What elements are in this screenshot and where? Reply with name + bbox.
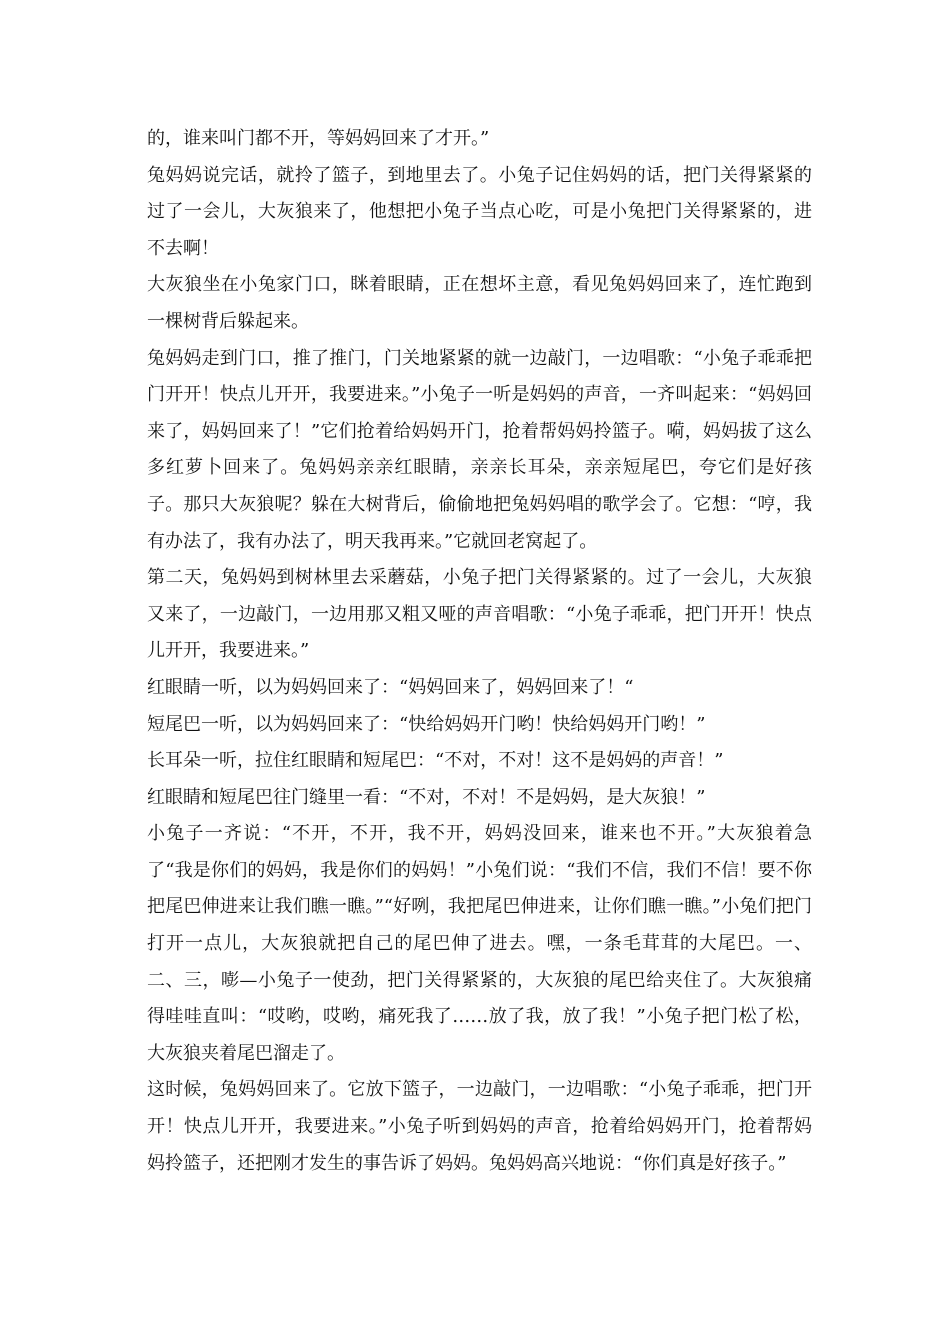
- paragraph-9: 红眼睛和短尾巴往门缝里一看：“不对，不对！不是妈妈，是大灰狼！”: [147, 786, 706, 808]
- paragraph-6: 红眼睛一听，以为妈妈回来了：“妈妈回来了，妈妈回来了！“: [147, 676, 634, 698]
- paragraph-11: 这时候，兔妈妈回来了。它放下篮子，一边敲门，一边唱歌：“小兔子乖乖，把门开开！快点儿开开，我要进来。”小兔子听到妈妈的声音，抢着给妈妈开门，抢着帮妈妈拎篮子，还把刚才发生的事告诉了妈妈。兔妈妈高兴地说：“你们真是好孩子。”: [147, 1079, 812, 1174]
- paragraph-10: 小兔子一齐说：“不开，不开，我不开，妈妈没回来，谁来也不开。”大灰狼着急了“我是你们的妈妈，我是你们的妈妈！”小兔们说：“我们不信，我们不信！要不你把尾巴伸进来让我们瞧一瞧。”“好咧，我把尾巴伸进来，让你们瞧一瞧。”小兔们把门打开一点儿，大灰狼就把自己的尾巴伸了进去。嘿，一条毛茸茸的大尾巴。一、二、三，嘭—小兔子一使劲，把门关得紧紧的，大灰狼的尾巴给夹住了。大灰狼痛得哇哇直叫：“哎哟，哎哟，痛死我了……放了我，放了我！”小兔子把门松了松，大灰狼夹着尾巴溜走了。: [147, 823, 812, 1064]
- paragraph-4: 兔妈妈走到门口，推了推门，门关地紧紧的就一边敲门，一边唱歌：“小兔子乖乖把门开开！快点儿开开，我要进来。”小兔子一听是妈妈的声音，一齐叫起来：“妈妈回来了，妈妈回来了！”它们抢着给妈妈开门，抢着帮妈妈拎篮子。嗬，妈妈拔了这么多红萝卜回来了。兔妈妈亲亲红眼睛，亲亲长耳朵，亲亲短尾巴，夸它们是好孩子。那只大灰狼呢？躲在大树背后，偷偷地把兔妈妈唱的歌学会了。它想：“哼，我有办法了，我有办法了，明天我再来。”它就回老窝起了。: [147, 347, 812, 552]
- paragraph-1: 的，谁来叫门都不开，等妈妈回来了才开。”: [147, 128, 490, 149]
- paragraph-7: 短尾巴一听，以为妈妈回来了：“快给妈妈开门哟！快给妈妈开门哟！”: [147, 713, 706, 735]
- paragraph-5: 第二天，兔妈妈到树林里去采蘑菇，小兔子把门关得紧紧的。过了一会儿，大灰狼又来了，一边敲门，一边用那又粗又哑的声音唱歌：“小兔子乖乖，把门开开！快点儿开开，我要进来。”: [147, 567, 812, 662]
- paragraph-3: 大灰狼坐在小兔家门口，眯着眼睛，正在想坏主意，看见兔妈妈回来了，连忙跑到一棵树背后躲起来。: [147, 274, 812, 332]
- paragraph-2: 兔妈妈说完话，就拎了篮子，到地里去了。小兔子记住妈妈的话，把门关得紧紧的过了一会儿，大灰狼来了，他想把小兔子当点心吃，可是小兔把门关得紧紧的，进不去啊！: [147, 164, 812, 259]
- paragraph-8: 长耳朵一听，拉住红眼睛和短尾巴：“不对，不对！这不是妈妈的声音！”: [147, 750, 724, 772]
- story-text-body: [147, 121, 812, 1182]
